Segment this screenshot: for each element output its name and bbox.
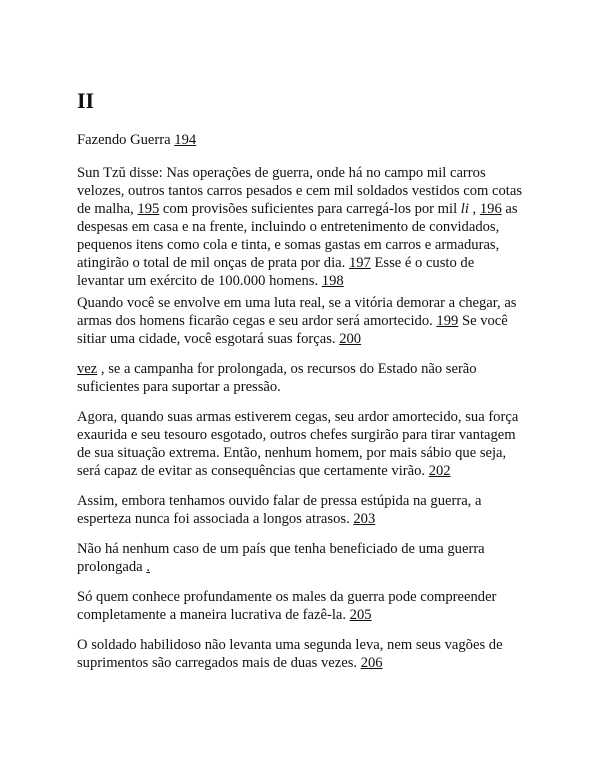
footnote-link[interactable]: 202 [428,463,451,479]
text-line [77,606,496,624]
text-segment: Se você [458,313,508,329]
text-line [77,636,503,654]
text-segment: atingirão o total de mil onças de prata por dia. [77,255,349,271]
text-line [77,236,522,254]
footnote-link[interactable]: vez [77,361,98,377]
text-segment: despesas em casa e na frente, incluindo o entretenimento de convidados, [77,219,500,235]
paragraph [77,164,522,290]
text-line [77,654,503,672]
text-line [77,294,516,312]
text-segment: , se a campanha for prolongada, os recursos do Estado não serão [97,361,477,377]
text-segment: esperteza nunca foi associada a longos atrasos. [77,511,354,527]
text-line [77,254,522,272]
text-line [77,182,522,200]
footnote-link[interactable]: 197 [348,255,371,271]
text-line [77,378,477,396]
text-line [77,200,522,218]
text-segment: com provisões suficientes para carregá-los por mil [159,201,461,217]
paragraph [77,408,518,480]
paragraph [77,360,477,396]
text-segment: pequenos itens como cola e tinta, e somas gastas em carros e armaduras, [77,237,500,253]
footnote-link[interactable]: 194 [174,132,197,148]
text-segment: sitiar uma cidade, você esgotará suas forças. [77,331,340,347]
text-line [77,558,485,576]
subtitle-text: Fazendo Guerra [77,132,171,148]
footnote-link[interactable]: 199 [436,313,459,329]
text-line [77,312,516,330]
text-segment: de malha, [77,201,138,217]
paragraph [77,492,481,528]
text-segment: as [501,201,518,217]
footnote-link[interactable]: . [146,559,150,575]
footnote-link[interactable]: 196 [479,201,502,217]
chapter-heading: II [77,88,95,113]
text-line [77,462,518,480]
text-line [77,164,522,182]
text-line [77,588,496,606]
text-segment: Sun Tzŭ disse: Nas operações de guerra, onde há no campo mil carros [77,165,486,181]
section-subtitle [77,131,196,149]
text-segment: levantar um exército de 100.000 homens. [77,273,322,289]
text-segment: exaurida e seu tesouro esgotado, outros chefes surgirão para tirar vantagem [77,427,516,443]
text-line [77,510,481,528]
paragraph [77,588,496,624]
footnote-link[interactable]: 200 [339,331,362,347]
text-line [77,218,522,236]
footnote-link[interactable]: 195 [137,201,160,217]
text-segment: O soldado habilidoso não levanta uma segunda leva, nem seus vagões de [77,637,503,653]
text-segment: Só quem conhece profundamente os males da guerra pode compreender [77,589,497,605]
text-segment: velozes, outros tantos carros pesados e cem mil soldados vestidos com cotas [77,183,523,199]
text-line [77,408,518,426]
footnote-link[interactable]: 198 [321,273,344,289]
text-line [77,272,522,290]
text-segment: suficientes para suportar a pressão. [77,379,281,395]
text-line [77,360,477,378]
text-line [77,540,485,558]
text-segment: , [468,201,480,217]
text-line [77,330,516,348]
text-line [77,444,518,462]
paragraph [77,636,503,672]
text-line [77,492,481,510]
paragraph [77,540,485,576]
text-segment: de sua situação extrema. Então, nenhum homem, por mais sábio que seja, [77,445,507,461]
text-segment: Quando você se envolve em uma luta real, se a vitória demorar a chegar, as [77,295,517,311]
text-line [77,426,518,444]
text-segment: completamente a maneira lucrativa de fazê-la. [77,607,350,623]
text-segment: Assim, embora tenhamos ouvido falar de pressa estúpida na guerra, a [77,493,482,509]
text-segment: Esse é o custo de [370,255,475,271]
text-segment: Agora, quando suas armas estiverem cegas, seu ardor amortecido, sua força [77,409,519,425]
text-segment: será capaz de evitar as consequências que certamente virão. [77,463,429,479]
footnote-link[interactable]: 203 [353,511,376,527]
text-segment: armas dos homens ficarão cegas e seu ardor será amortecido. [77,313,437,329]
text-segment: prolongada [77,559,147,575]
text-segment: Não há nenhum caso de um país que tenha beneficiado de uma guerra [77,541,485,557]
footnote-link[interactable]: 205 [349,607,372,623]
italic-term: li [460,201,469,217]
footnote-link[interactable]: 206 [360,655,383,671]
paragraph [77,294,516,348]
text-segment: suprimentos são carregados mais de duas vezes. [77,655,361,671]
